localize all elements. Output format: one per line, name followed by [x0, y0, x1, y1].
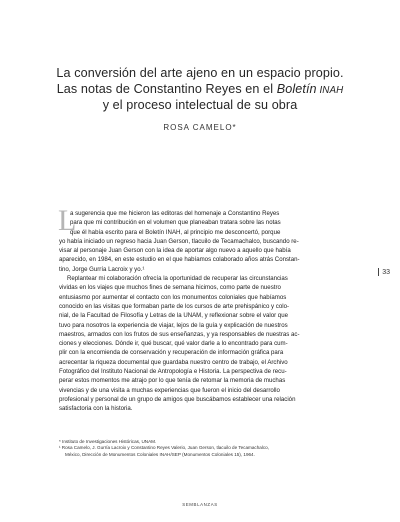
title-line-2: Las notas de Constantino Reyes en el Boletín INAH	[56, 81, 344, 96]
paragraph-2-line: vividas en los viajes que muchos fines de semana hicimos, como parte de nuestro	[59, 284, 281, 292]
paragraph-2-line: plir con la encomienda de conservación y recuperación de información gráfica para	[59, 349, 284, 357]
paragraph-2-line: profesional y personal de un grupo de amigos que buscábamos establecer una relación	[59, 395, 296, 403]
paragraph-1-line: para que mi contribución en el volumen que planeaban tratara sobre las notas	[70, 219, 281, 227]
title-line-3: y el proceso intelectual de su obra	[102, 98, 298, 112]
footnote: México, Dirección de Monumentos Coloniales INAH/SEP (Monumentos Coloniales 15), 1964.	[65, 451, 255, 457]
article-body	[58, 204, 315, 414]
paragraph-2-line: conocido en las visitas que formaban parte de los cursos de arte prehispánico y colo-	[59, 302, 289, 310]
author-name: ROSA CAMELO*	[163, 123, 237, 132]
section-footer: SEMBLANZAS	[182, 502, 218, 507]
paragraph-1-line: que él había escrito para el Boletín INAH, al principio me desconcertó, porque	[70, 228, 281, 236]
paragraph-1-line: aparecido, en 1984, en este estudio en el que habíamos colaborado años atrás Constan-	[59, 256, 300, 264]
footnotes	[59, 439, 315, 458]
paragraph-2-line: vivencias y de una visita a muchas experiencias que fueron el inicio del desarrollo	[59, 386, 280, 394]
paragraph-2-line: ciones y elecciones. Dónde ir, qué buscar, qué valor darle a lo encontrado para cum-	[59, 340, 288, 348]
footnote: ¹ Rosa Camelo, J. Gurría Lacroix y Constantino Reyes Valerio, Juan Gerson, tlacuilo de Tecamachalco,	[59, 445, 269, 451]
paragraph-2-line: tuvo para nosotros la experiencia de viajar, lejos de la guía y explicación de nuestros	[59, 321, 288, 329]
footnote: * Instituto de Investigaciones Históricas, UNAM.	[59, 439, 157, 444]
paragraph-2-line: acrecentar la riqueza documental que guardaba nuestro centro de trabajo, el Archivo	[59, 358, 288, 366]
paragraph-2-line: Replantear mi colaboración ofrecía la oportunidad de recuperar las circunstancias	[67, 275, 288, 283]
page-number-rule	[378, 268, 379, 276]
paragraph-2-line: perar estos momentos me atrajo por lo que tenía de retomar la memoria de muchas	[59, 377, 286, 385]
paragraph-2-line: maestros, armados con los frutos de sus enseñanzas, y ya responsables de nuestras ac-	[59, 330, 300, 338]
paragraph-2-line: satisfactoria con la historia.	[59, 405, 133, 413]
paragraph-1-line: tino, Jorge Gurría Lacroix y yo.¹	[59, 265, 145, 273]
title-line-1: La conversión del arte ajeno en un espacio propio.	[56, 66, 344, 80]
paragraph-1-line: visar al personaje Juan Gerson con la idea de aportar algo nuevo a aquello que había	[59, 247, 291, 255]
paragraph-2-line: entusiasmo por aumentar el contacto con los monumentos coloniales que habíamos	[59, 293, 287, 301]
page-number: 33	[378, 268, 390, 276]
paragraph-2	[59, 274, 315, 413]
paragraph-1	[58, 204, 315, 274]
title-inah: INAH	[316, 84, 344, 96]
paragraph-2-line: nial, de la Facultad de Filosofía y Letras de la UNAM, y reflexionar sobre el valor que	[59, 312, 288, 320]
paragraph-1-line: yo había iniciado un regreso hacia Juan Gerson, tlacuilo de Tecamachalco, buscando re-	[59, 237, 299, 245]
drop-cap: L	[58, 204, 77, 237]
paragraph-1-line: a sugerencia que me hicieron las editoras del homenaje a Constantino Reyes	[70, 210, 280, 217]
paragraph-2-line: Fotográfico del Instituto Nacional de Antropología e Historia. La perspectiva de recu-	[59, 368, 287, 376]
article-title	[40, 66, 360, 114]
title-italic-boletin: Boletín	[276, 81, 317, 96]
